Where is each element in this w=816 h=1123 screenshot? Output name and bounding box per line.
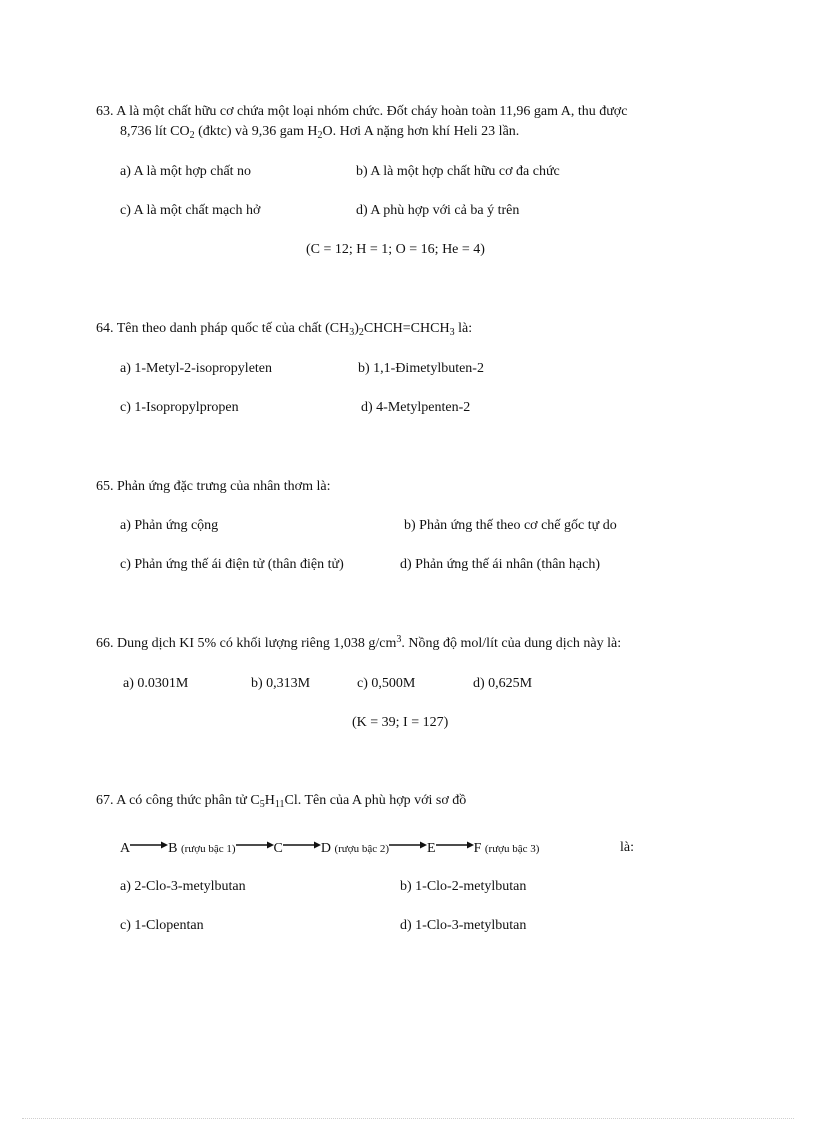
q64-question: 64. Tên theo danh pháp quốc tế của chất $(CH_3)_2CHCH=CHCH_3$ là:	[96, 321, 473, 338]
q67-reaction-scheme	[120, 840, 539, 857]
q67-option-d: d) 1-Clo-3-metylbutan	[400, 918, 527, 933]
right-arrow-icon	[436, 840, 474, 850]
q66-option-b: b) 0,313M	[251, 676, 311, 691]
q64-option-d: d) 4-Metylpenten-2	[361, 400, 471, 415]
q63-option-d: d) A phù hợp với cả ba ý trên	[356, 203, 520, 218]
scheme-end: là:	[620, 840, 634, 855]
scheme-compound-d: D	[320, 841, 331, 856]
q64-option-a: a) 1-Metyl-2-isopropyleten	[120, 361, 273, 376]
scheme-compound-e: E	[427, 841, 436, 856]
scheme-compound-f: F	[473, 841, 482, 856]
q67-option-c: c) 1-Clopentan	[120, 918, 204, 933]
q66-atomic-masses: (K = 39; I = 127)	[352, 715, 449, 730]
page-bottom-divider	[22, 1118, 794, 1119]
scheme-note-b: (rượu bậc 1)	[180, 843, 236, 855]
q65-option-a: a) Phản ứng cộng	[120, 518, 219, 533]
scheme-compound-c: C	[273, 841, 283, 856]
q65-option-d: d) Phản ứng thế ái nhân (thân hạch)	[400, 557, 601, 572]
q67-option-a: a) 2-Clo-3-metylbutan	[120, 879, 246, 894]
q64-option-b: b) 1,1-Đimetylbuten-2	[358, 361, 484, 376]
q63-line1: 63. A là một chất hữu cơ chứa một loại nhóm chức. Đốt cháy hoàn toàn 11,96 gam A, thu được	[96, 104, 628, 119]
q67-question: 67. A có công thức phân tử $C_5H_{11}Cl$. Tên của A phù hợp với sơ đồ	[96, 793, 467, 810]
q65-option-b: b) Phản ứng thế theo cơ chế gốc tự do	[404, 518, 617, 533]
scheme-compound-a: A	[120, 841, 131, 856]
right-arrow-icon	[130, 840, 168, 850]
right-arrow-icon	[236, 840, 274, 850]
q63-atomic-masses: (C = 12; H = 1; O = 16; He = 4)	[306, 242, 485, 257]
scheme-note-f: (rượu bậc 3)	[484, 843, 540, 855]
q63-option-a: a) A là một hợp chất no	[120, 164, 252, 179]
right-arrow-icon	[283, 840, 321, 850]
q66-question: 66. Dung dịch KI 5% có khối lượng riêng 1,038 $g/cm^3$. Nồng độ mol/lít của dung dịch này là:	[96, 634, 622, 651]
scheme-compound-b: B	[168, 841, 178, 856]
q63-line2: 8,736 lít $CO_2$ (đktc) và 9,36 gam $H_2O$. Hơi A nặng hơn khí Heli 23 lần.	[120, 124, 520, 141]
q66-option-c: c) 0,500M	[357, 676, 416, 691]
q64-option-c: c) 1-Isopropylpropen	[120, 400, 239, 415]
q65-option-c: c) Phản ứng thế ái điện tử (thân điện tử)	[120, 557, 344, 572]
right-arrow-icon	[389, 840, 427, 850]
q65-question: 65. Phản ứng đặc trưng của nhân thơm là:	[96, 479, 331, 494]
q66-option-a: a) 0.0301M	[123, 676, 189, 691]
q63-option-c: c) A là một chất mạch hở	[120, 203, 261, 218]
q67-option-b: b) 1-Clo-2-metylbutan	[400, 879, 527, 894]
scheme-note-d: (rượu bậc 2)	[334, 843, 390, 855]
q66-option-d: d) 0,625M	[473, 676, 533, 691]
q63-option-b: b) A là một hợp chất hữu cơ đa chức	[356, 164, 560, 179]
